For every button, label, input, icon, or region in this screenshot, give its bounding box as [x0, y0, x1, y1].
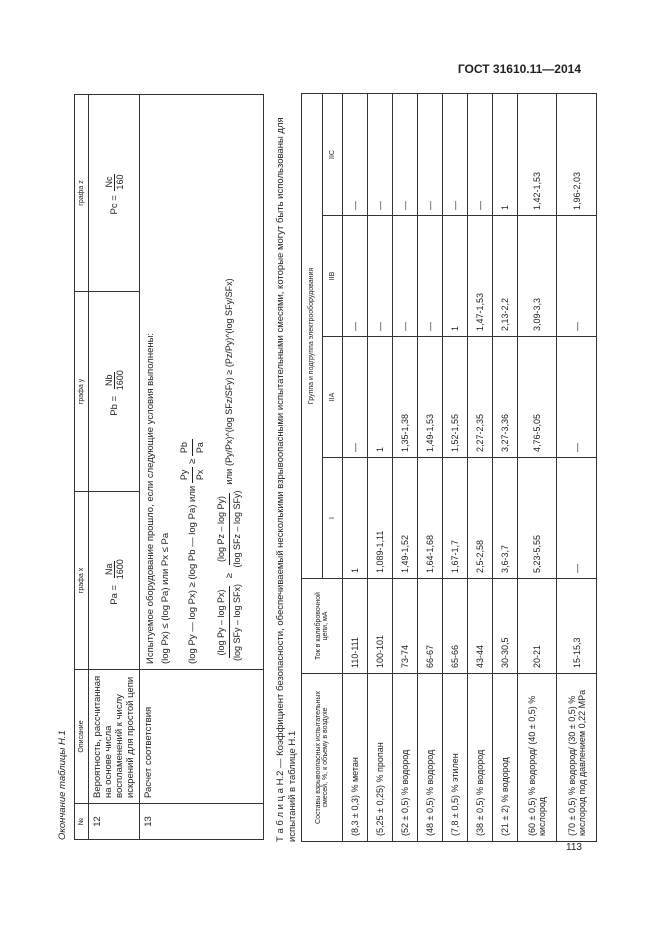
- cell-mix: (70 ± 0,5) % водород/ (30 ± 0,5) % кислород под давлением 0,22 MPa: [557, 674, 597, 842]
- cell-current: 43-44: [467, 579, 492, 674]
- cell-group-iic: 1: [492, 94, 517, 216]
- cell-group-iic: 1,42-1,53: [517, 94, 557, 216]
- table-h2: [301, 93, 597, 842]
- cell-group-iia: 2,27-2,35: [467, 337, 492, 458]
- cell-current: 66-67: [417, 579, 442, 674]
- log-fraction-1: [214, 581, 245, 664]
- condition-2: [177, 100, 208, 664]
- formula-pb: [89, 292, 140, 492]
- table-row: [343, 94, 368, 842]
- cell-mix: (48 ± 0,5) % водород: [417, 674, 442, 842]
- cell-group-iic: —: [368, 94, 393, 216]
- log-fraction-2: [214, 487, 245, 570]
- frac-den: (log SFz – log SFy): [232, 490, 242, 568]
- cell-group-iia: 1,35-1,38: [392, 337, 417, 458]
- table-row-12: [89, 95, 140, 840]
- header-group-iib: IIB: [322, 216, 343, 337]
- frac-num: (log Pz – log Py): [214, 493, 230, 565]
- cell-group-iia: —: [343, 337, 368, 458]
- cell-group-iia: 1: [368, 337, 393, 458]
- cell-current: 110-111: [343, 579, 368, 674]
- cell-group-iic: —: [392, 94, 417, 216]
- ge-sign: ≥: [224, 573, 236, 579]
- cell-group-iia: 1,49-1,53: [417, 337, 442, 458]
- cell-group-iib: —: [557, 216, 597, 337]
- cell-current: 15-15,3: [557, 579, 597, 674]
- cell-mix: (21 ± 2) % водород: [492, 674, 517, 842]
- page-number: 113: [566, 842, 582, 853]
- cell-group-i: 1: [343, 458, 368, 579]
- table-h2-block: [275, 94, 597, 842]
- header-y: графа y: [75, 292, 89, 492]
- table-h1-caption: Окончание таблицы Н.1: [57, 730, 68, 840]
- cell-group-iib: 1: [442, 216, 467, 337]
- cell-group-iic: —: [343, 94, 368, 216]
- frac-den: Pa: [195, 442, 205, 454]
- pb-label: Pb =: [108, 395, 120, 416]
- cell-group-i: 5,23-5,55: [517, 458, 557, 579]
- cell-group-iib: 2,13-2,2: [492, 216, 517, 337]
- pb-pa-fraction: [177, 439, 208, 456]
- power-expr-1: (Py/Px)^(log SFz/SFy): [224, 377, 235, 466]
- cell-group-iic: —: [467, 94, 492, 216]
- header-group-i: I: [322, 458, 343, 579]
- table-header-row: [302, 94, 323, 842]
- cell-group-i: 3,6-3,7: [492, 458, 517, 579]
- pb-num: Nb: [104, 372, 115, 390]
- cell-group-i: 1,64-1,68: [417, 458, 442, 579]
- header-x: графа x: [75, 492, 89, 670]
- header-group-iic: IIC: [322, 94, 343, 216]
- pa-num: Na: [104, 561, 115, 579]
- pb-den: 1600: [114, 370, 125, 391]
- formula-pa: [89, 492, 140, 670]
- header-num: №: [75, 804, 89, 840]
- cell-current: 73-74: [392, 579, 417, 674]
- cell-group-iia: 4,76-5,05: [517, 337, 557, 458]
- table-h1-block: [52, 95, 264, 840]
- header-z: графа z: [75, 95, 89, 292]
- row-desc: Вероятность, рассчитанная на основе числа воспламенений к числу искрений для простой цепи: [89, 670, 140, 804]
- cell-current: 65-66: [442, 579, 467, 674]
- condition-intro: Испытуемое оборудование прошло, если следующие условия выполнены:: [145, 332, 156, 664]
- frac-den: Px: [195, 469, 205, 481]
- cell-group-iib: —: [392, 216, 417, 337]
- pa-den: 1600: [114, 559, 125, 580]
- table-row-13: [140, 95, 264, 840]
- table-row: [467, 94, 492, 842]
- header-group: Группа и подгруппа электрооборудования: [302, 94, 323, 579]
- table-row: [517, 94, 557, 842]
- cell-current: 20-21: [517, 579, 557, 674]
- row-desc: Расчет соответствия: [140, 670, 264, 804]
- pc-num: Nc: [104, 174, 115, 191]
- row-num: 13: [140, 804, 264, 840]
- pb-fraction: [104, 367, 125, 393]
- header-desc: Описание: [75, 670, 89, 804]
- table-h2-caption: Т а б л и ц а Н.2 — Коэффициент безопасности, обеспечиваемый несколькими взрывоопасными испытательными смесями, которые могут быть использованы для испытаний в таблице Н.1: [275, 117, 298, 842]
- table-row: [392, 94, 417, 842]
- cell-group-iib: —: [417, 216, 442, 337]
- compliance-conditions: [140, 95, 264, 670]
- power-expr-2: ≥ (Pz/Py)^(log SFy/SFx): [224, 278, 235, 375]
- frac-num: Pb: [177, 439, 193, 456]
- table-row: [368, 94, 393, 842]
- condition-1: (log Px) ≤ (log Pa) или Px ≤ Pa: [160, 532, 171, 664]
- cell-group-i: 1,49-1,52: [392, 458, 417, 579]
- cell-mix: (5,25 ± 0,25) % пропан: [368, 674, 393, 842]
- frac-den: (log SFy – log SFx): [232, 583, 242, 661]
- py-px-fraction: [177, 467, 208, 484]
- cell-group-i: 1,67-1,7: [442, 458, 467, 579]
- cell-group-iib: 3,09-3,3: [517, 216, 557, 337]
- ge-sign: ≥: [187, 458, 199, 465]
- pa-label: Pa =: [108, 584, 120, 605]
- table-header-row: [75, 95, 89, 840]
- cell-current: 30-30,5: [492, 579, 517, 674]
- cell-mix: (7,8 ± 0,5) % этилен: [442, 674, 467, 842]
- cell-group-iic: —: [442, 94, 467, 216]
- cell-mix: (8,3 ± 0,3) % метан: [343, 674, 368, 842]
- condition-3: [214, 100, 245, 664]
- pa-fraction: [104, 556, 125, 582]
- cell-group-iib: 1,47-1,53: [467, 216, 492, 337]
- table-row: [557, 94, 597, 842]
- cell-group-iib: —: [343, 216, 368, 337]
- header-current: Ток в калибровочной цепи, мА: [302, 579, 343, 674]
- cell-group-iia: —: [557, 337, 597, 458]
- cell-group-iib: —: [368, 216, 393, 337]
- table-row: [492, 94, 517, 842]
- pc-label: Pc =: [108, 195, 120, 215]
- table-h1: [74, 94, 264, 840]
- or-text: или: [224, 468, 236, 485]
- pc-fraction: [104, 172, 125, 193]
- formula-pc: [89, 95, 140, 292]
- cell-group-iia: 1,52-1,55: [442, 337, 467, 458]
- cell-mix: (38 ± 0,5) % водород: [467, 674, 492, 842]
- frac-num: (log Py – log Px): [214, 586, 230, 658]
- cell-group-i: 2,5-2,58: [467, 458, 492, 579]
- document-header: ГОСТ 31610.11—2014: [457, 62, 581, 76]
- header-mix: Составы взрывоопасных испытательных смесей, %, к объему в воздухе: [302, 674, 343, 842]
- cell-group-i: 1,089-1,11: [368, 458, 393, 579]
- table-row: [442, 94, 467, 842]
- cell-mix: (52 ± 0,5) % водород: [392, 674, 417, 842]
- cell-group-iic: —: [417, 94, 442, 216]
- header-group-iia: IIA: [322, 337, 343, 458]
- cell-group-i: —: [557, 458, 597, 579]
- frac-num: Py: [177, 467, 193, 484]
- cell-group-iia: 3,27-3,36: [492, 337, 517, 458]
- table-row: [417, 94, 442, 842]
- condition-2-text: (log Py — log Px) ≥ (log Pb — log Pa) или: [187, 485, 199, 664]
- cell-mix: (60 ± 0,5) % водород/ (40 ± 0,5) % кислород: [517, 674, 557, 842]
- pc-den: 160: [114, 174, 125, 190]
- row-num: 12: [89, 804, 140, 840]
- cell-group-iic: 1,96-2,03: [557, 94, 597, 216]
- cell-current: 100-101: [368, 579, 393, 674]
